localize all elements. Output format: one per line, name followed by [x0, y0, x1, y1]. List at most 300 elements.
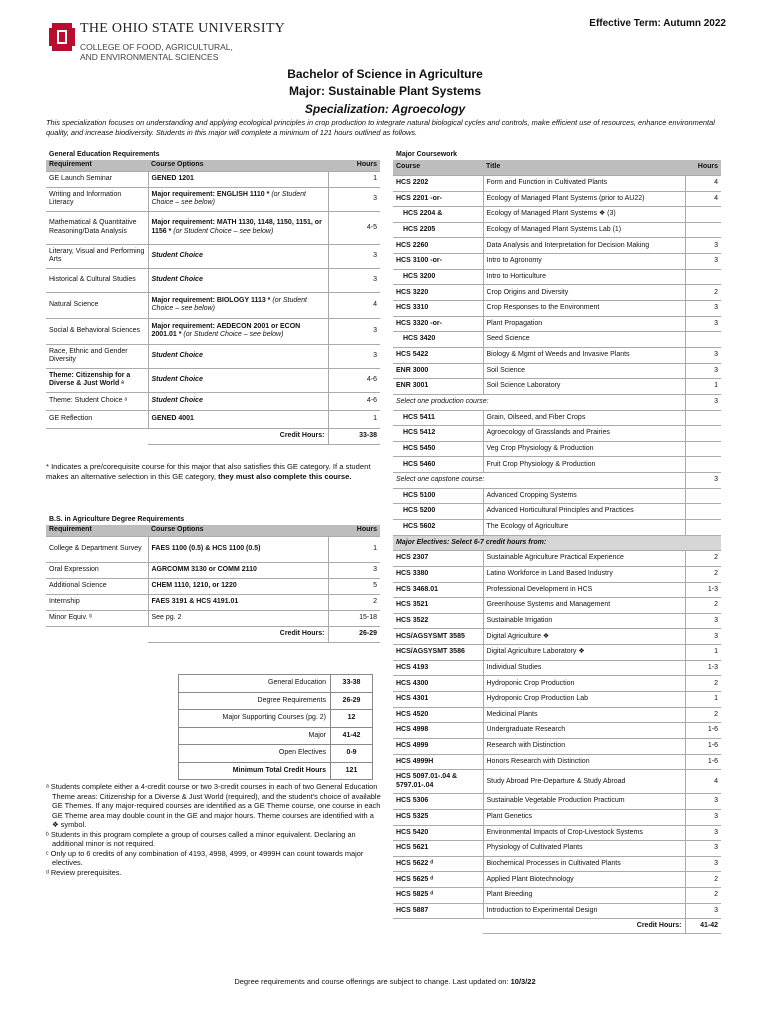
major-hours: 1-6 — [685, 754, 721, 770]
major-course-code: HCS 2307 — [393, 551, 483, 567]
bs-row — [46, 562, 380, 578]
major-row — [393, 613, 721, 629]
major-course-code: HCS 4300 — [393, 676, 483, 692]
major-course-title: Sustainable Vegetable Production Practicum — [483, 794, 685, 810]
major-course-title: Greenhouse Systems and Management — [483, 598, 685, 614]
college-line-1: COLLEGE OF FOOD, AGRICULTURAL, — [80, 42, 233, 52]
ge-hours: 3 — [328, 187, 380, 211]
bs-course-option: See pg. 2 — [148, 610, 328, 626]
major-row — [393, 566, 721, 582]
bs-hours: 15-18 — [328, 610, 380, 626]
major-course-title: The Ecology of Agriculture — [483, 520, 685, 536]
major-hours: 3 — [685, 316, 721, 332]
ge-col-options: Course Options — [148, 160, 328, 171]
ge-course-option — [148, 410, 328, 428]
footnote: ᵇ Students in this program complete a group of courses called a minor equivalent. Declaring an additional minor is not required. — [46, 829, 356, 848]
ge-section-title: General Education Requirements — [49, 151, 160, 158]
major-course-title: Agroecology of Grasslands and Prairies — [483, 426, 685, 442]
major-hours: 2 — [685, 872, 721, 888]
ge-option-text: Student Choice — [151, 276, 203, 284]
major-course-code: HCS 5621 — [393, 841, 483, 857]
major-row — [393, 660, 721, 676]
major-hours — [685, 222, 721, 238]
ge-row — [46, 211, 380, 244]
major-row — [393, 738, 721, 754]
major-course-title: Introduction to Experimental Design — [483, 903, 685, 919]
bs-credit-label: Credit Hours: — [148, 626, 328, 642]
major-row — [393, 888, 721, 904]
footnotes — [46, 782, 382, 877]
major-hours: 2 — [685, 707, 721, 723]
major-row — [393, 825, 721, 841]
major-course-code: HCS 3200 — [393, 269, 483, 285]
major-course-title: Crop Origins and Diversity — [483, 285, 685, 301]
bs-col-hours: Hours — [328, 525, 380, 536]
major-hours: 1 — [685, 645, 721, 661]
major-row — [393, 692, 721, 708]
major-hours — [685, 207, 721, 223]
bs-hours: 2 — [328, 594, 380, 610]
major-course-title: Physiology of Cultivated Plants — [483, 841, 685, 857]
major-hours — [685, 332, 721, 348]
ge-hours: 1 — [328, 410, 380, 428]
summary-label: Major — [179, 727, 331, 745]
major-col-hours: Hours — [685, 160, 721, 175]
bs-header-row — [46, 525, 380, 536]
major-course-title: Plant Breeding — [483, 888, 685, 904]
bs-requirements-table — [46, 515, 380, 643]
summary-row — [179, 727, 373, 745]
major-row — [393, 598, 721, 614]
footnote: ᵈ Review prerequisites. — [46, 867, 122, 877]
ge-course-option — [148, 392, 328, 410]
major-course-code: HCS 5422 — [393, 347, 483, 363]
major-hours: 3 — [685, 613, 721, 629]
college-name — [80, 42, 233, 62]
major-hours: 1-6 — [685, 723, 721, 739]
major-hours: 3 — [685, 301, 721, 317]
ge-credit-value: 33-38 — [328, 428, 380, 444]
footer-text: Degree requirements and course offerings are subject to change. Last updated on: — [234, 977, 511, 986]
major-credit-spacer — [393, 919, 483, 934]
ge-option-required: Major requirement: BIOLOGY 1113 * — [151, 296, 271, 304]
major-course-code: HCS 5625 ᵈ — [393, 872, 483, 888]
summary-row — [179, 762, 373, 780]
major-row — [393, 394, 721, 410]
major-row — [393, 379, 721, 395]
footnote: ᶜ Only up to 6 credits of any combination of 4193, 4998, 4999, or 4999H can count towards major electives. — [46, 848, 364, 867]
bs-row — [46, 578, 380, 594]
major-course-title: Environmental Impacts of Crop-Livestock Systems — [483, 825, 685, 841]
intro-paragraph: This specialization focuses on understanding and applying ecological principles in crop production to integrate natural biological cycles and controls, make efficient use of resources, enhance environmental quality, and increase biodiversity. Students in this major will complete a minimum of 121 hours outlined as follows. — [46, 118, 715, 137]
summary-value: 121 — [331, 762, 373, 780]
major-course-title: Crop Responses to the Environment — [483, 301, 685, 317]
summary-row — [179, 692, 373, 710]
major-coursework-table — [393, 150, 721, 934]
major-course-title: Sustainable Agriculture Practical Experience — [483, 551, 685, 567]
ge-requirement: Theme: Citizenship for a Diverse & Just World ᵃ — [46, 368, 148, 392]
major-hours: 3 — [685, 794, 721, 810]
major-row — [393, 707, 721, 723]
major-course-title: Digital Agriculture ❖ — [483, 629, 685, 645]
summary-value: 33-38 — [331, 675, 373, 693]
major-course-title: Seed Science — [483, 332, 685, 348]
bs-requirement: Internship — [46, 594, 148, 610]
summary-row — [179, 745, 373, 763]
degree-title: Bachelor of Science in Agriculture — [287, 67, 483, 81]
ge-hours: 3 — [328, 268, 380, 292]
major-row — [393, 191, 721, 207]
major-hours — [685, 520, 721, 536]
major-row — [393, 754, 721, 770]
bs-hours: 5 — [328, 578, 380, 594]
major-hours — [685, 488, 721, 504]
ge-requirement: Mathematical & Quantitative Reasoning/Data Analysis — [46, 211, 148, 244]
bs-hours: 3 — [328, 562, 380, 578]
major-row — [393, 770, 721, 794]
major-course-code: HCS 3320 -or- — [393, 316, 483, 332]
major-course-code: HCS 4998 — [393, 723, 483, 739]
major-row — [393, 488, 721, 504]
major-course-code: HCS 5420 — [393, 825, 483, 841]
major-course-code: HCS 4520 — [393, 707, 483, 723]
ge-row — [46, 318, 380, 344]
footnote: ᵃ Students complete either a 4-credit course or two 3-credit courses in each of two General Education Theme areas: Citizenship for a Diverse & Just World (required), and the student's choice of available GE Themes. If any major-required courses are identified as a GE Theme course, one course in each GE Theme area may double count in the GE and major hours. Theme courses are identified with a ❖ symbol. — [46, 782, 381, 829]
major-hours: 3 — [685, 825, 721, 841]
ge-credit-spacer — [46, 428, 148, 444]
ge-option-text: Student Choice — [151, 252, 203, 260]
major-hours: 1 — [685, 379, 721, 395]
ge-course-option — [148, 211, 328, 244]
summary-value: 12 — [331, 710, 373, 728]
major-course-code: HCS 2201 -or- — [393, 191, 483, 207]
ge-option-alt: (or Student Choice – see below) — [181, 331, 284, 339]
bs-requirement: Oral Expression — [46, 562, 148, 578]
summary-row — [179, 710, 373, 728]
ge-course-option — [148, 244, 328, 268]
ge-option-alt: (or Student Choice – see below) — [171, 227, 274, 235]
major-course-code: HCS 5622 ᵈ — [393, 856, 483, 872]
major-row — [393, 629, 721, 645]
major-hours: 3 — [685, 473, 721, 489]
major-hours: 2 — [685, 598, 721, 614]
ge-header-row — [46, 160, 380, 171]
major-course-code: HCS 5602 — [393, 520, 483, 536]
major-course-title: Medicinal Plants — [483, 707, 685, 723]
ge-hours: 4-6 — [328, 368, 380, 392]
major-header-row — [393, 160, 721, 175]
ge-hours: 4-6 — [328, 392, 380, 410]
ge-row — [46, 187, 380, 211]
major-course-code: HCS 2204 & — [393, 207, 483, 223]
major-course-title: Ecology of Managed Plant Systems ❖ (3) — [483, 207, 685, 223]
ge-row — [46, 344, 380, 368]
major-course-code: HCS 5411 — [393, 410, 483, 426]
major-hours — [685, 457, 721, 473]
prereq-note-text: * Indicates a pre/corequisite course for this major that also satisfies this GE category. If a student makes an alternative selection in this GE category, — [46, 462, 371, 481]
college-line-2: AND ENVIRONMENTAL SCIENCES — [80, 52, 219, 62]
major-course-title: Hydroponic Crop Production Lab — [483, 692, 685, 708]
major-course-code: HCS 5412 — [393, 426, 483, 442]
major-course-code: HCS 5460 — [393, 457, 483, 473]
bs-credit-spacer — [46, 626, 148, 642]
ge-option-text: GENED 4001 — [151, 415, 194, 423]
ge-option-alt: (or Student Choice – see below) — [151, 190, 306, 207]
ge-option-required: Major requirement: AEDECON 2001 or ECON 2001.01 * — [151, 322, 301, 339]
major-hours — [685, 504, 721, 520]
prereq-note — [46, 462, 380, 482]
major-course-code: HCS 5306 — [393, 794, 483, 810]
ge-credit-row — [46, 428, 380, 444]
ge-hours: 1 — [328, 171, 380, 187]
major-hours — [685, 269, 721, 285]
ge-course-option — [148, 368, 328, 392]
effective-term: Effective Term: Autumn 2022 — [589, 18, 726, 29]
major-course-code: HCS 5887 — [393, 903, 483, 919]
major-row — [393, 504, 721, 520]
major-course-title: Applied Plant Biotechnology — [483, 872, 685, 888]
ge-option-alt: (or Student Choice – see below) — [151, 296, 307, 313]
major-course-title: Digital Agriculture Laboratory ❖ — [483, 645, 685, 661]
major-hours: 4 — [685, 175, 721, 191]
ge-credit-label: Credit Hours: — [148, 428, 328, 444]
major-course-title: Biology & Mgmt of Weeds and Invasive Plants — [483, 347, 685, 363]
major-row — [393, 645, 721, 661]
major-row — [393, 426, 721, 442]
major-hours: 2 — [685, 285, 721, 301]
major-course-title: Soil Science — [483, 363, 685, 379]
major-hours — [685, 441, 721, 457]
major-hours: 2 — [685, 888, 721, 904]
major-course-code: HCS 4301 — [393, 692, 483, 708]
major-hours: 3 — [685, 394, 721, 410]
major-row — [393, 410, 721, 426]
major-course-title: Ecology of Managed Plant Systems (prior to AU22) — [483, 191, 685, 207]
major-row — [393, 222, 721, 238]
ge-requirement: Natural Science — [46, 292, 148, 318]
major-hours: 1-6 — [685, 738, 721, 754]
specialization-title: Specialization: Agroecology — [304, 102, 466, 116]
summary-value: 0-9 — [331, 745, 373, 763]
major-course-code: HCS 3521 — [393, 598, 483, 614]
major-hours: 3 — [685, 841, 721, 857]
major-course-title: Sustainable Irrigation — [483, 613, 685, 629]
ge-option-text: Student Choice — [151, 352, 203, 360]
major-course-title: Soil Science Laboratory — [483, 379, 685, 395]
major-course-code: HCS 5100 — [393, 488, 483, 504]
major-row — [393, 520, 721, 536]
ge-course-option — [148, 187, 328, 211]
major-row — [393, 872, 721, 888]
ge-row — [46, 410, 380, 428]
major-course-title: Plant Genetics — [483, 809, 685, 825]
major-course-code: HCS 4999H — [393, 754, 483, 770]
major-course-code: HCS/AGSYSMT 3586 — [393, 645, 483, 661]
block-o-logo-icon — [48, 20, 76, 54]
major-hours: 2 — [685, 566, 721, 582]
ge-row — [46, 171, 380, 187]
bs-requirement: Minor Equiv. ᵇ — [46, 610, 148, 626]
ge-option-text: Student Choice — [151, 397, 203, 405]
major-course-code: HCS 3220 — [393, 285, 483, 301]
major-row — [393, 441, 721, 457]
major-row — [393, 363, 721, 379]
bs-section-title: B.S. in Agriculture Degree Requirements — [49, 516, 185, 523]
major-course-title: Individual Studies — [483, 660, 685, 676]
major-course-title: Professional Development in HCS — [483, 582, 685, 598]
major-course-title: Intro to Horticulture — [483, 269, 685, 285]
ge-option-text: Student Choice — [151, 376, 203, 384]
summary-value: 26-29 — [331, 692, 373, 710]
major-course-title: Hydroponic Crop Production — [483, 676, 685, 692]
major-row — [393, 809, 721, 825]
ge-option-required: Major requirement: MATH 1130, 1148, 1150, 1151, or 1156 * — [151, 219, 322, 235]
ge-requirement: Historical & Cultural Studies — [46, 268, 148, 292]
major-course-code: HCS 4193 — [393, 660, 483, 676]
bs-requirement: College & Department Survey — [46, 536, 148, 562]
major-hours: 1-3 — [685, 582, 721, 598]
major-course-code: HCS 5097.01-.04 & 5797.01-.04 — [393, 770, 483, 794]
major-course-title: Study Abroad Pre-Departure & Study Abroad — [483, 770, 685, 794]
summary-label: Degree Requirements — [179, 692, 331, 710]
summary-row — [179, 675, 373, 693]
ge-section-title-row — [46, 150, 380, 160]
major-course-title: Veg Crop Physiology & Production — [483, 441, 685, 457]
major-row — [393, 903, 721, 919]
summary-label: Minimum Total Credit Hours — [179, 762, 331, 780]
major-row — [393, 723, 721, 739]
ge-course-option — [148, 268, 328, 292]
ge-requirement: Race, Ethnic and Gender Diversity — [46, 344, 148, 368]
major-course-title: Advanced Horticultural Principles and Practices — [483, 504, 685, 520]
ge-hours: 3 — [328, 344, 380, 368]
major-hours: 2 — [685, 551, 721, 567]
major-row — [393, 238, 721, 254]
prereq-note-bold: they must also complete this course. — [218, 472, 352, 481]
major-course-title: Latino Workforce in Land Based Industry — [483, 566, 685, 582]
major-course-code: HCS 2202 — [393, 175, 483, 191]
major-hours: 3 — [685, 254, 721, 270]
bs-section-title-row — [46, 515, 380, 525]
major-row — [393, 347, 721, 363]
bs-col-requirement: Requirement — [46, 525, 148, 536]
bs-credit-row — [46, 626, 380, 642]
ge-hours: 4-5 — [328, 211, 380, 244]
major-course-title: Fruit Crop Physiology & Production — [483, 457, 685, 473]
major-course-code: HCS/AGSYSMT 3585 — [393, 629, 483, 645]
major-hours: 3 — [685, 856, 721, 872]
major-row — [393, 794, 721, 810]
bs-course-option: CHEM 1110, 1210, or 1220 — [148, 578, 328, 594]
major-hours: 4 — [685, 770, 721, 794]
major-hours — [685, 410, 721, 426]
ge-row — [46, 244, 380, 268]
bs-hours: 1 — [328, 536, 380, 562]
major-row — [393, 285, 721, 301]
major-electives-heading: Major Electives: Select 6-7 credit hours from: — [393, 535, 721, 551]
ge-hours: 3 — [328, 318, 380, 344]
major-course-title: Plant Propagation — [483, 316, 685, 332]
ge-course-option — [148, 171, 328, 187]
ge-requirement: GE Reflection — [46, 410, 148, 428]
major-section-title: Major Coursework — [396, 151, 458, 158]
ge-row — [46, 268, 380, 292]
ge-course-option — [148, 292, 328, 318]
ge-row — [46, 292, 380, 318]
ge-col-hours: Hours — [328, 160, 380, 171]
major-course-title: Intro to Agronomy — [483, 254, 685, 270]
ge-requirement: Literary, Visual and Performing Arts — [46, 244, 148, 268]
summary-label: Open Electives — [179, 745, 331, 763]
ge-course-option — [148, 344, 328, 368]
footer — [0, 977, 770, 986]
major-course-code: HCS 2205 — [393, 222, 483, 238]
major-row — [393, 473, 721, 489]
major-course-code: HCS 2260 — [393, 238, 483, 254]
major-course-code: HCS 3420 — [393, 332, 483, 348]
major-course-code: HCS 4999 — [393, 738, 483, 754]
major-hours: 3 — [685, 238, 721, 254]
major-title: Major: Sustainable Plant Systems — [288, 84, 482, 98]
major-course-code: HCS 5825 ᵈ — [393, 888, 483, 904]
major-course-title: Form and Function in Cultivated Plants — [483, 175, 685, 191]
major-course-code: HCS 3380 — [393, 566, 483, 582]
major-row — [393, 841, 721, 857]
footer-date: 10/3/22 — [510, 977, 536, 986]
ge-requirements-table — [46, 150, 380, 445]
major-course-code: HCS 3310 — [393, 301, 483, 317]
major-row — [393, 535, 721, 551]
major-select-note: Select one capstone course: — [393, 473, 685, 489]
major-hours: 3 — [685, 363, 721, 379]
major-row — [393, 856, 721, 872]
ge-hours: 3 — [328, 244, 380, 268]
ge-requirement: GE Launch Seminar — [46, 171, 148, 187]
major-hours: 3 — [685, 629, 721, 645]
summary-label: Major Supporting Courses (pg. 2) — [179, 710, 331, 728]
major-course-title: Advanced Cropping Systems — [483, 488, 685, 504]
page-titles — [0, 66, 770, 118]
major-section-title-row — [393, 150, 721, 160]
bs-course-option: FAES 1100 (0.5) & HCS 1100 (0.5) — [148, 536, 328, 562]
major-course-code: ENR 3001 — [393, 379, 483, 395]
major-hours: 1 — [685, 692, 721, 708]
major-course-title: Grain, Oilseed, and Fiber Crops — [483, 410, 685, 426]
major-hours: 3 — [685, 809, 721, 825]
ge-row — [46, 392, 380, 410]
major-course-code: HCS 5450 — [393, 441, 483, 457]
summary-value: 41-42 — [331, 727, 373, 745]
bs-course-option: AGRCOMM 3130 or COMM 2110 — [148, 562, 328, 578]
major-row — [393, 551, 721, 567]
major-hours: 2 — [685, 676, 721, 692]
major-course-title: Undergraduate Research — [483, 723, 685, 739]
credit-summary-table — [178, 674, 373, 780]
major-hours: 4 — [685, 191, 721, 207]
major-credit-label: Credit Hours: — [483, 919, 685, 934]
major-course-code: HCS 5200 — [393, 504, 483, 520]
bs-requirement: Additional Science — [46, 578, 148, 594]
major-course-title: Research with Distinction — [483, 738, 685, 754]
major-row — [393, 457, 721, 473]
major-row — [393, 269, 721, 285]
major-row — [393, 316, 721, 332]
major-hours — [685, 426, 721, 442]
major-credit-row — [393, 919, 721, 934]
major-course-title: Ecology of Managed Plant Systems Lab (1) — [483, 222, 685, 238]
major-col-title: Title — [483, 160, 685, 175]
ge-course-option — [148, 318, 328, 344]
